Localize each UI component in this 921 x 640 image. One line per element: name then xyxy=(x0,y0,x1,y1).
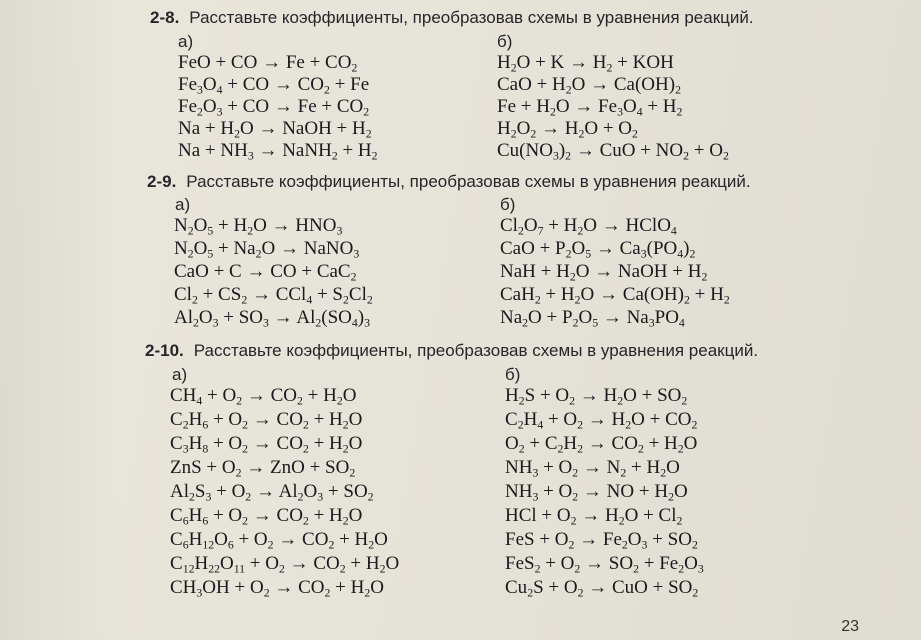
chemical-equation: $Cl_2 + CS_2 \to CCl_4 + S_2Cl_2$ xyxy=(174,284,373,307)
chemical-equation: ZnS + $O_2$ → ZnO + $SO_2$ xyxy=(170,457,356,480)
column-label-a: а) xyxy=(172,365,188,384)
chemical-equation: $Fe + H_2O \to Fe_3O_4 + H_2$ xyxy=(497,96,683,119)
chemical-equation: FeS + $O_2 \to Fe_2O_3 + SO_2$ xyxy=(505,529,698,552)
exercise-heading xyxy=(150,8,754,28)
chemical-equation: $Al_2S_3 + O_2 \to Al_2O_3 + SO_2$ xyxy=(170,481,374,504)
chemical-equation: $N_2O_5 + Na_2O$ → NaNO$_3$ xyxy=(174,238,360,261)
equation-list-b xyxy=(500,214,730,329)
chemical-equation: $Cu_2S + O_2$ → CuO + $SO_2$ xyxy=(505,577,699,600)
equation-list-b xyxy=(505,384,704,600)
chemical-equation: $CH_3OH + O_2 \to CO_2 + H_2O$ xyxy=(170,577,384,600)
chemical-equation: $C_6H_6 + O_2 \to CO_2 + H_2O$ xyxy=(170,505,363,528)
chemical-equation: $Fe_2O_3$ + CO → $Fe + CO_2$ xyxy=(178,96,370,119)
chemical-equation: $H_2S + O_2 \to H_2O + SO_2$ xyxy=(505,385,688,408)
column-label-b: б) xyxy=(497,32,513,51)
chemical-equation: CaO + C → CO + CaC$_2$ xyxy=(174,261,357,284)
column-label-b: б) xyxy=(500,195,516,214)
exercise-number: 2-9. xyxy=(147,172,177,191)
chemical-equation: CaO + $P_2O_5 \to Ca_3(PO_4)_2$ xyxy=(500,238,696,261)
equation-list-a xyxy=(178,52,378,162)
chemical-equation: $Fe_3O_4$ + CO → $CO_2 + Fe$ xyxy=(178,74,370,97)
column-label-a: а) xyxy=(175,195,191,214)
chemical-equation: $H_2O_2 \to H_2O + O_2$ xyxy=(497,118,638,141)
chemical-equation: $Na_2O + P_2O_5 \to Na_3PO_4$ xyxy=(500,307,685,330)
exercise-heading xyxy=(145,341,758,361)
exercise-number: 2-8. xyxy=(150,8,180,27)
exercise-instruction: Расставьте коэффициенты, преобразовав схемы в уравнения реакций. xyxy=(193,341,759,360)
chemical-equation: $H_2O + K \to H_2$ + KOH xyxy=(497,52,674,75)
exercise-number: 2-10. xyxy=(145,341,184,360)
page-shading xyxy=(0,0,120,640)
chemical-equation: NaH + $H_2O$ → NaOH + $H_2$ xyxy=(500,261,708,284)
chemical-equation: $N_2O_5 + H_2O \to HNO_3$ xyxy=(174,215,343,238)
chemical-equation: $Al_2O_3 + SO_3 \to Al_2(SO_4)_3$ xyxy=(174,307,370,330)
chemical-equation: $Na + H_2O$ → NaOH + $H_2$ xyxy=(178,118,372,141)
column-label-a: а) xyxy=(178,32,194,51)
chemical-equation: $NH_3 + O_2 \to N_2 + H_2O$ xyxy=(505,457,680,480)
chemical-equation: $C_6H_{12}O_6 + O_2 \to CO_2 + H_2O$ xyxy=(170,529,388,552)
chemical-equation: $C_{12}H_{22}O_{11} + O_2 \to CO_2 + H_2O$ xyxy=(170,553,400,576)
chemical-equation: $FeS_2 + O_2 \to SO_2 + Fe_2O_3$ xyxy=(505,553,704,576)
chemical-equation: HCl + $O_2 \to H_2O + Cl_2$ xyxy=(505,505,683,528)
equation-list-a xyxy=(174,214,373,329)
column-label-b: б) xyxy=(505,365,521,384)
page-number: 23 xyxy=(841,618,859,635)
exercise-heading xyxy=(147,172,751,192)
chemical-equation: $Cl_2O_7 + H_2O$ → HClO$_4$ xyxy=(500,215,677,238)
chemical-equation: $NH_3 + O_2$ → NO + $H_2O$ xyxy=(505,481,688,504)
chemical-equation: $CaH_2 + H_2O \to Ca(OH)_2 + H_2$ xyxy=(500,284,730,307)
chemical-equation: FeO + CO → $Fe + CO_2$ xyxy=(178,52,358,75)
chemical-equation: $O_2 + C_2H_2 \to CO_2 + H_2O$ xyxy=(505,433,698,456)
equation-list-a xyxy=(170,384,399,600)
chemical-equation: CaO + $H_2O \to Ca(OH)_2$ xyxy=(497,74,681,97)
chemical-equation: $C_2H_4 + O_2 \to H_2O + CO_2$ xyxy=(505,409,698,432)
chemical-equation: $C_3H_8 + O_2 \to CO_2 + H_2O$ xyxy=(170,433,363,456)
equation-list-b xyxy=(497,52,729,162)
chemical-equation: $Na + NH_3$ → NaNH$_2$ + $H_2$ xyxy=(178,140,378,163)
chemical-equation: $CH_4 + O_2 \to CO_2 + H_2O$ xyxy=(170,385,357,408)
chemical-equation: $C_2H_6 + O_2 \to CO_2 + H_2O$ xyxy=(170,409,363,432)
chemical-equation: $Cu(NO_3)_2$ → CuO + $NO_2 + O_2$ xyxy=(497,140,729,163)
exercise-instruction: Расставьте коэффициенты, преобразовав схемы в уравнения реакций. xyxy=(189,8,754,27)
exercise-instruction: Расставьте коэффициенты, преобразовав схемы в уравнения реакций. xyxy=(186,172,751,191)
